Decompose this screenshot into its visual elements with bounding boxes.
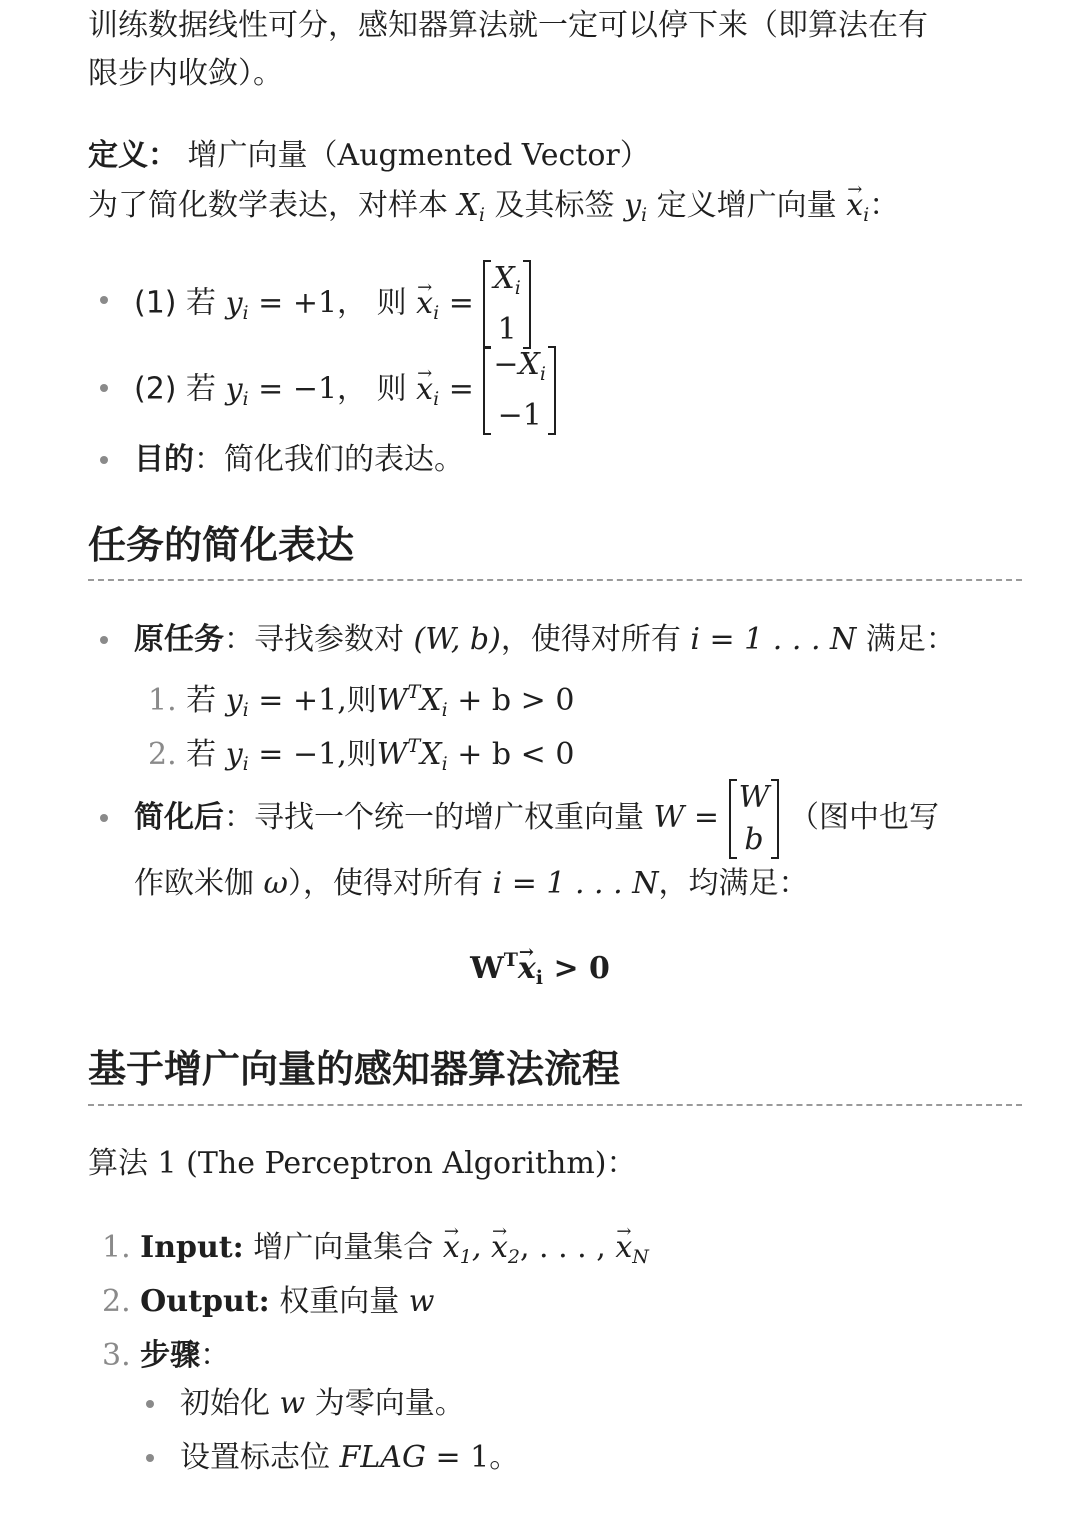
substep-text-b: = 1。 xyxy=(435,1440,520,1475)
intro-line-1: 训练数据线性可分，感知器算法就一定可以停下来（即算法在有 xyxy=(88,8,928,43)
math-WTX: $W^TX_i$ xyxy=(376,681,448,721)
bullet-dot xyxy=(100,296,108,304)
math-var: w xyxy=(279,1386,306,1421)
definition-item-2 xyxy=(134,344,556,443)
subitem-condition: = +1, xyxy=(258,683,347,718)
list-number: 1. xyxy=(102,1230,131,1265)
substep-text-a: 设置标志位 xyxy=(180,1440,330,1475)
simplified-label: 简化后 xyxy=(134,800,224,835)
math-y-i: $y_i$ xyxy=(225,737,249,775)
definition-desc-mid: 及其标签 xyxy=(494,188,615,223)
section-heading-simplified-task: 任务的简化表达 xyxy=(88,523,355,567)
original-task-text3: 满足： xyxy=(865,622,956,657)
list-number: 2. xyxy=(148,737,177,772)
definition-title-line xyxy=(88,136,650,176)
math-y-i: $y_i$ xyxy=(225,683,249,721)
simplified-line2-a: 作欧米伽 xyxy=(134,866,254,901)
formula-x-vec: → x xyxy=(518,949,536,989)
algorithm-step-1 xyxy=(102,1228,649,1277)
original-task-label: 原任务 xyxy=(134,622,224,657)
math-x-vec-i: → $x_i$ xyxy=(846,188,869,223)
simplified-line2-b: ），使得对所有 xyxy=(288,866,484,901)
algorithm-substep-2 xyxy=(180,1438,519,1478)
bullet-dot xyxy=(100,636,108,644)
definition-purpose xyxy=(134,440,464,480)
definition-title: 增广向量（Augmented Vector） xyxy=(187,138,650,173)
math-params: (W, b) xyxy=(413,622,501,657)
display-formula xyxy=(0,940,1080,998)
simplified-task-line-2 xyxy=(134,864,808,904)
item-prefix: (1) 若 xyxy=(134,285,217,321)
definition-desc-suffix: 定义增广向量 xyxy=(656,188,837,223)
item-equals: = xyxy=(448,371,474,407)
simplified-note: （图中也写 xyxy=(789,800,939,835)
simplified-text: ：寻找一个统一的增广权重向量 xyxy=(224,800,644,835)
math-x-vec-i: → $x_i$ xyxy=(416,286,439,321)
step-label: Input: xyxy=(140,1230,244,1265)
matrix-top: $-X_i$ xyxy=(493,347,546,385)
intro-line-2: 限步内收敛）。 xyxy=(88,56,283,91)
matrix-top: $X_i$ xyxy=(493,261,521,299)
simplified-line2-c: ，均满足： xyxy=(658,866,809,901)
math-range: i = 1 . . . N xyxy=(492,866,659,901)
item-condition: = −1， xyxy=(258,371,368,407)
algorithm-step-2 xyxy=(102,1282,434,1322)
math-y-i: $y_i$ xyxy=(225,285,249,324)
subitem-condition: = −1, xyxy=(258,737,347,772)
bullet-dot xyxy=(146,1454,154,1462)
simplified-task-line xyxy=(134,774,939,862)
list-number: 1. xyxy=(148,683,177,718)
column-vector xyxy=(483,258,530,351)
math-w: w xyxy=(408,1284,435,1319)
step-text: 增广向量集合 xyxy=(253,1230,434,1265)
math-ellipsis: , . . . , xyxy=(519,1230,606,1265)
formula-T: T xyxy=(503,949,518,971)
math-WTX: $W^TX_i$ xyxy=(376,735,448,775)
column-vector xyxy=(483,344,556,437)
matrix-bottom: 1 xyxy=(497,312,517,347)
original-task-text: ：寻找参数对 xyxy=(224,622,404,657)
definition-desc-prefix: 为了简化数学表达，对样本 xyxy=(88,188,448,223)
math-omega: ω xyxy=(263,866,289,901)
bullet-dot xyxy=(100,384,108,392)
original-task-subitem-1 xyxy=(148,672,574,730)
math-range: i = 1 . . . N xyxy=(690,622,857,657)
original-task-text2: ，使得对所有 xyxy=(500,622,681,657)
item-prefix: (2) 若 xyxy=(134,371,217,407)
subitem-prefix: 若 xyxy=(186,683,217,718)
math-x-vec-i: → $x_i$ xyxy=(416,372,439,407)
matrix-bottom: −1 xyxy=(497,398,542,433)
item-then: 则 xyxy=(376,371,407,407)
subitem-then: 则 xyxy=(346,737,377,772)
algorithm-title: 算法 1 (The Perceptron Algorithm)： xyxy=(88,1146,637,1181)
algorithm-step-3 xyxy=(102,1336,230,1376)
purpose-text: ：简化我们的表达。 xyxy=(194,442,464,477)
math-X-i: $X_i$ xyxy=(457,188,485,226)
math-W-eq: W = xyxy=(653,800,720,835)
formula-i: i xyxy=(535,967,544,989)
column-vector xyxy=(729,777,780,861)
list-number: 2. xyxy=(102,1284,131,1319)
definition-colon: ： xyxy=(869,188,900,223)
subitem-inequality: + b > 0 xyxy=(457,683,575,718)
subitem-inequality: + b < 0 xyxy=(457,737,575,772)
formula-W: W xyxy=(470,951,504,986)
math-y-i: $y_i$ xyxy=(624,188,648,226)
substep-text-b: 为零向量。 xyxy=(314,1386,465,1421)
subitem-prefix: 若 xyxy=(186,737,217,772)
section-heading-algorithm-flow: 基于增广向量的感知器算法流程 xyxy=(88,1047,621,1091)
math-input-set: → $x_1$, → $x_2$, . . . , → $x_N$ xyxy=(443,1230,649,1265)
matrix-top-var: X xyxy=(493,261,515,296)
formula-rest: > 0 xyxy=(553,951,610,986)
math-y-i: $y_i$ xyxy=(225,371,249,410)
bullet-dot xyxy=(146,1400,154,1408)
step-text: 权重向量 xyxy=(279,1284,400,1319)
bullet-dot xyxy=(100,814,108,822)
definition-item-1 xyxy=(134,258,531,357)
definition-label: 定义： xyxy=(88,138,178,173)
item-condition: = +1， xyxy=(258,285,368,321)
matrix-bottom: b xyxy=(744,822,764,857)
matrix-top: W xyxy=(738,780,770,815)
list-number: 3. xyxy=(102,1338,131,1373)
section-divider xyxy=(88,579,1022,581)
bullet-dot xyxy=(100,456,108,464)
item-then: 则 xyxy=(376,285,407,321)
purpose-label: 目的 xyxy=(134,442,194,477)
section-divider xyxy=(88,1104,1022,1106)
algorithm-substep-1 xyxy=(180,1384,465,1424)
step-label: Output: xyxy=(140,1284,270,1319)
item-equals: = xyxy=(448,285,474,321)
matrix-top-var: −X xyxy=(493,347,540,382)
subitem-then: 则 xyxy=(346,683,377,718)
definition-description xyxy=(88,186,899,235)
step-label: 步骤 xyxy=(140,1338,201,1373)
step-text: ： xyxy=(200,1338,231,1373)
substep-text-a: 初始化 xyxy=(180,1386,270,1421)
original-task-line xyxy=(134,620,956,660)
math-var: FLAG xyxy=(339,1440,426,1475)
